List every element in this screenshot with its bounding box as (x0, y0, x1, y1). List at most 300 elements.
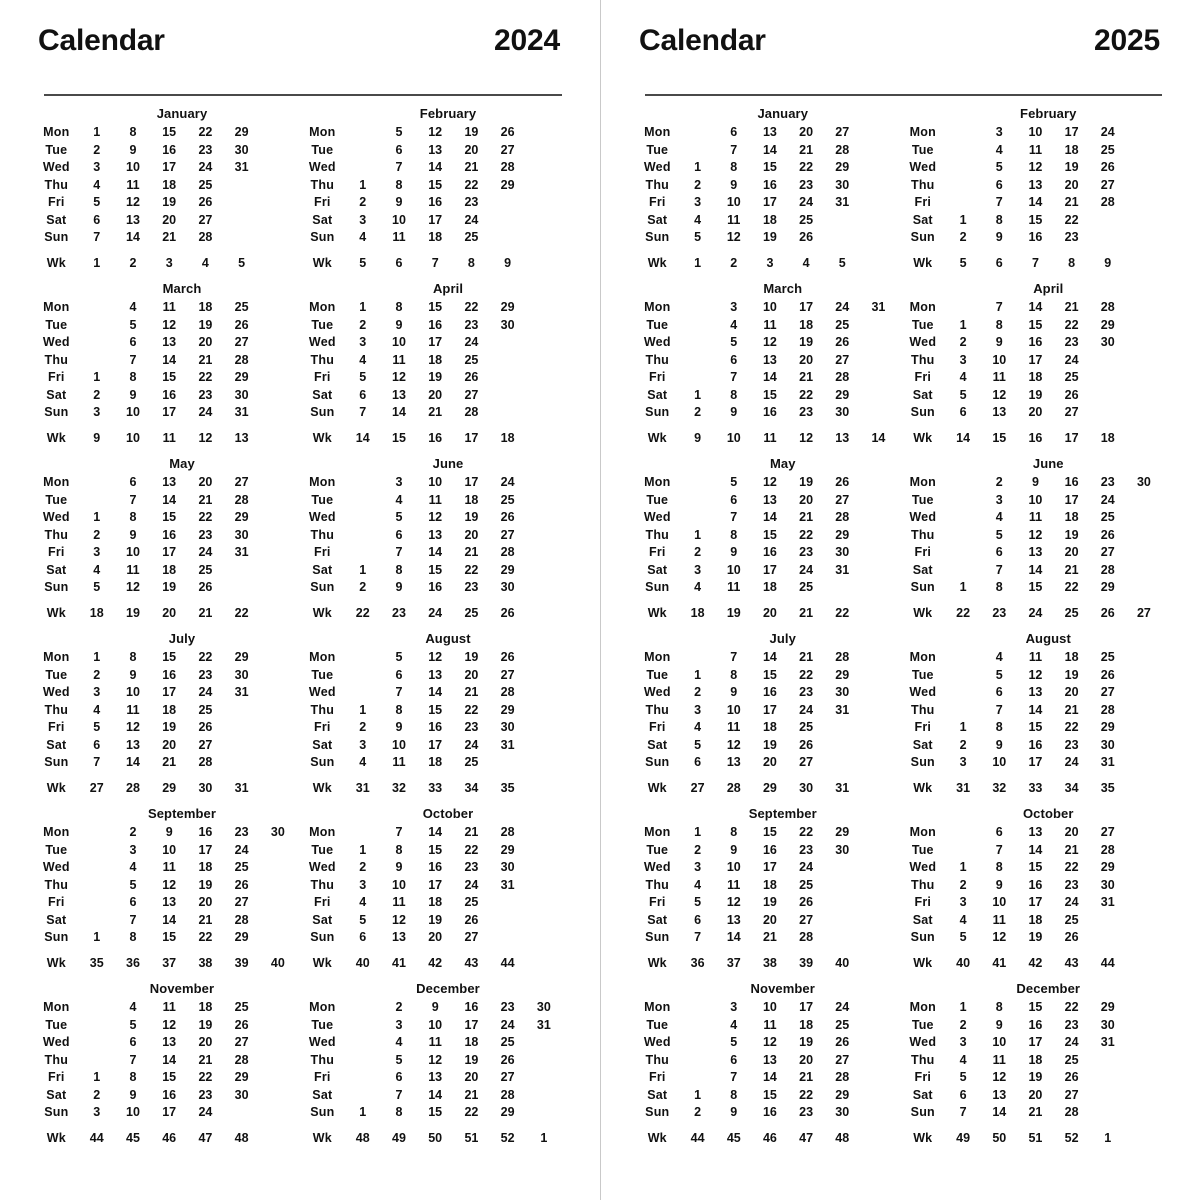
day-row (300, 894, 562, 912)
date-cell (1126, 509, 1162, 527)
date-cell (260, 317, 296, 335)
date-cell: 3 (93, 1105, 101, 1119)
date-cell: 3 (694, 562, 702, 577)
day-row (635, 737, 897, 755)
week-label: Wk (46, 606, 66, 621)
date-cell: 12 (126, 720, 140, 734)
date-cell: 10 (428, 1017, 443, 1032)
date-cell: 11 (392, 895, 406, 909)
day-row (34, 1052, 296, 1070)
day-row (901, 999, 1163, 1017)
date-cell: 10 (392, 335, 406, 349)
day-row (635, 929, 897, 947)
date-cell: 5 (959, 930, 967, 944)
date-cell: 15 (162, 1070, 177, 1084)
date-cell (490, 352, 526, 370)
date-cell: 5 (359, 370, 367, 384)
day-label: Wed (308, 685, 336, 699)
date-cell: 31 (835, 195, 850, 209)
date-cell (1126, 877, 1162, 895)
date-cell (860, 527, 896, 545)
date-cell: 11 (162, 860, 176, 874)
date-cell: 8 (129, 1070, 137, 1084)
date-cell: 29 (500, 702, 515, 717)
date-cell: 30 (835, 685, 850, 699)
day-row (34, 159, 296, 177)
day-row (300, 229, 562, 247)
date-cell: 2 (694, 685, 702, 699)
date-cell: 18 (1028, 1052, 1043, 1067)
date-cell (1090, 912, 1126, 930)
date-cell (824, 212, 860, 230)
date-cell: 22 (464, 177, 479, 192)
day-label: Fri (48, 895, 65, 909)
day-row (34, 229, 296, 247)
date-cell (1126, 649, 1162, 667)
day-label: Sat (46, 562, 67, 577)
date-cell: 1 (93, 370, 101, 384)
date-cell: 18 (428, 895, 443, 909)
date-cell: 4 (694, 212, 702, 227)
date-cell (260, 334, 296, 352)
date-cell (490, 894, 526, 912)
date-cell: 14 (1028, 300, 1043, 314)
date-cell: 29 (234, 650, 249, 664)
date-cell: 15 (762, 825, 777, 839)
day-label: Thu (310, 1052, 335, 1067)
date-cell: 18 (198, 300, 213, 314)
day-row (901, 1104, 1163, 1122)
date-cell: 4 (395, 492, 403, 507)
date-cell (224, 1104, 260, 1122)
day-label: Mon (309, 475, 336, 489)
date-cell (260, 177, 296, 195)
month-name: August (425, 631, 471, 646)
week-number-row (635, 772, 897, 801)
day-row (901, 859, 1163, 877)
date-cell: 30 (1100, 737, 1115, 752)
day-row (901, 352, 1163, 370)
day-row (635, 999, 897, 1017)
date-cell: 14 (428, 825, 443, 839)
date-cell: 13 (762, 492, 777, 507)
day-row (635, 684, 897, 702)
day-label: Sun (645, 755, 670, 769)
date-cell: 2 (129, 825, 137, 839)
date-cell (345, 999, 381, 1017)
day-row (300, 1017, 562, 1035)
date-cell: 2 (93, 387, 101, 402)
date-cell: 26 (1064, 387, 1079, 402)
month-name: February (419, 106, 477, 121)
date-cell: 8 (995, 212, 1003, 227)
date-cell (1126, 842, 1162, 860)
date-cell: 1 (359, 842, 367, 857)
date-cell: 8 (995, 317, 1003, 332)
date-cell: 16 (1028, 737, 1043, 752)
date-cell: 6 (395, 667, 403, 682)
date-cell (824, 737, 860, 755)
date-cell: 22 (464, 842, 479, 857)
week-number-cell: 11 (162, 431, 176, 446)
date-cell (260, 667, 296, 685)
month-name: December (1016, 981, 1081, 996)
day-row (635, 527, 897, 545)
day-row (635, 317, 897, 335)
week-number-cell: 12 (799, 431, 814, 446)
date-cell: 21 (799, 1070, 814, 1084)
date-cell: 7 (995, 702, 1003, 717)
date-cell: 25 (464, 755, 479, 769)
date-cell: 10 (992, 352, 1007, 367)
month-name: March (763, 281, 803, 296)
week-label: Wk (913, 256, 933, 271)
date-cell: 22 (1064, 212, 1079, 227)
date-cell: 5 (959, 387, 967, 402)
week-number-cell: 30 (799, 781, 814, 796)
date-cell: 18 (428, 230, 443, 244)
date-cell: 23 (198, 387, 213, 402)
month-row (635, 456, 1166, 631)
date-cell: 10 (992, 755, 1007, 769)
date-cell (224, 194, 260, 212)
date-cell (860, 842, 896, 860)
date-cell: 19 (1064, 160, 1079, 174)
date-cell: 14 (1028, 195, 1043, 209)
date-cell: 27 (234, 335, 249, 349)
date-cell: 21 (464, 1087, 479, 1102)
date-cell: 18 (162, 702, 177, 717)
date-cell (1126, 1052, 1162, 1070)
date-cell (526, 212, 562, 230)
month-block-april (300, 281, 566, 456)
date-cell (1126, 1087, 1162, 1105)
date-cell: 26 (500, 1052, 515, 1067)
day-row (901, 702, 1163, 720)
date-cell: 30 (835, 545, 850, 559)
date-cell: 29 (1100, 580, 1115, 594)
date-cell: 30 (1100, 877, 1115, 892)
date-cell (526, 177, 562, 195)
date-cell: 25 (835, 317, 850, 332)
date-cell: 1 (694, 160, 702, 174)
date-cell (260, 1087, 296, 1105)
week-number-cell: 6 (395, 256, 403, 271)
day-row (901, 334, 1163, 352)
date-cell: 6 (959, 1087, 967, 1102)
date-cell (680, 999, 716, 1017)
date-cell: 27 (234, 895, 249, 909)
date-cell: 26 (1100, 527, 1115, 542)
date-cell: 2 (359, 580, 367, 594)
date-cell: 3 (730, 300, 738, 314)
date-cell: 31 (871, 300, 886, 314)
date-cell: 29 (500, 177, 515, 192)
date-cell: 19 (198, 1017, 213, 1032)
date-cell: 2 (359, 860, 367, 874)
date-cell: 5 (730, 475, 738, 489)
week-label: Wk (312, 431, 332, 446)
date-cell: 17 (428, 212, 443, 227)
date-cell: 5 (93, 580, 101, 594)
day-row (901, 929, 1163, 947)
month-row (635, 281, 1166, 456)
date-cell: 25 (234, 1000, 249, 1014)
week-number-cell: 50 (992, 1131, 1007, 1146)
date-cell: 5 (129, 1017, 137, 1032)
date-cell (945, 299, 981, 317)
week-number-cell: 1 (540, 1131, 548, 1146)
day-row (300, 387, 562, 405)
date-cell: 15 (762, 1087, 777, 1102)
date-cell: 18 (198, 860, 213, 874)
month-name: May (769, 456, 796, 471)
date-cell: 24 (198, 160, 213, 174)
week-number-cell: 23 (392, 606, 406, 621)
day-row (34, 754, 296, 772)
date-cell: 4 (129, 1000, 137, 1014)
day-row (901, 142, 1163, 160)
week-number-cell (1126, 772, 1162, 801)
day-row (901, 544, 1163, 562)
date-cell: 25 (500, 1035, 515, 1049)
date-cell (860, 142, 896, 160)
week-number-row (34, 247, 296, 276)
week-number-cell: 22 (835, 606, 850, 621)
date-cell: 20 (464, 1070, 479, 1084)
week-number-cell: 17 (464, 431, 479, 446)
day-label: Mon (309, 650, 336, 664)
date-cell: 16 (1028, 230, 1043, 244)
date-cell: 21 (1064, 842, 1079, 857)
date-cell (224, 579, 260, 597)
date-cell: 2 (359, 720, 367, 734)
date-cell: 1 (959, 212, 967, 227)
date-cell: 8 (129, 370, 137, 384)
month-table (300, 299, 562, 451)
date-cell: 2 (395, 1000, 403, 1014)
day-row (901, 317, 1163, 335)
date-cell: 27 (234, 1035, 249, 1049)
date-cell: 22 (1064, 720, 1079, 734)
date-cell (490, 929, 526, 947)
date-cell: 26 (234, 317, 249, 332)
date-cell: 30 (835, 1105, 850, 1119)
date-cell: 12 (762, 335, 777, 349)
date-cell (1090, 1069, 1126, 1087)
date-cell: 28 (1100, 195, 1115, 209)
date-cell (1126, 124, 1162, 142)
date-cell: 29 (234, 370, 249, 384)
date-cell (860, 317, 896, 335)
date-cell: 10 (762, 300, 777, 314)
date-cell: 5 (359, 912, 367, 927)
week-number-cell: 40 (270, 956, 285, 971)
month-block-november (635, 981, 901, 1156)
date-cell: 6 (694, 912, 702, 927)
date-cell: 23 (1100, 475, 1115, 489)
week-number-cell: 24 (1028, 606, 1043, 621)
date-cell: 29 (500, 562, 515, 577)
month-table (901, 999, 1163, 1151)
date-cell: 25 (464, 352, 479, 367)
date-cell: 8 (395, 300, 403, 314)
day-label: Wed (643, 510, 671, 524)
date-cell: 24 (234, 842, 249, 857)
date-cell: 12 (428, 1052, 443, 1067)
date-cell: 19 (799, 335, 814, 349)
month-block-august (901, 631, 1167, 806)
date-cell: 13 (1028, 545, 1043, 559)
date-cell: 7 (995, 300, 1003, 314)
date-cell (526, 894, 562, 912)
date-cell (526, 649, 562, 667)
date-cell: 19 (1028, 387, 1043, 402)
date-cell: 3 (395, 475, 403, 489)
day-label: Sun (44, 755, 69, 769)
day-label: Sun (645, 580, 670, 594)
date-cell: 30 (500, 720, 515, 734)
date-cell: 16 (428, 720, 443, 734)
date-cell (345, 159, 381, 177)
date-cell (526, 124, 562, 142)
date-cell: 18 (464, 1035, 479, 1049)
date-cell (345, 492, 381, 510)
day-row (635, 859, 897, 877)
month-row (34, 806, 566, 981)
date-cell (345, 1087, 381, 1105)
date-cell (1126, 894, 1162, 912)
day-label: Wed (643, 685, 671, 699)
date-cell: 7 (395, 1087, 403, 1102)
date-cell: 9 (129, 387, 137, 402)
day-row (34, 824, 296, 842)
week-number-cell: 22 (956, 606, 971, 621)
date-cell: 11 (727, 212, 741, 227)
month-row (635, 806, 1166, 981)
date-cell: 4 (359, 895, 367, 909)
day-row (635, 702, 897, 720)
date-cell: 12 (126, 195, 140, 209)
date-cell (945, 684, 981, 702)
date-cell: 15 (428, 842, 443, 857)
date-cell (526, 1052, 562, 1070)
date-cell (1090, 352, 1126, 370)
date-cell: 25 (500, 492, 515, 507)
date-cell: 4 (129, 860, 137, 874)
date-cell (260, 579, 296, 597)
date-cell: 26 (198, 580, 213, 594)
date-cell (860, 404, 896, 422)
date-cell: 26 (1064, 1070, 1079, 1084)
date-cell: 15 (762, 160, 777, 174)
day-row (300, 824, 562, 842)
day-label: Fri (48, 195, 65, 209)
week-number-cell (1126, 1122, 1162, 1151)
day-row (901, 1069, 1163, 1087)
date-cell (526, 842, 562, 860)
week-number-cell: 22 (234, 606, 249, 621)
date-cell (860, 719, 896, 737)
week-number-cell (1126, 947, 1162, 976)
date-cell (260, 124, 296, 142)
day-row (34, 1034, 296, 1052)
day-label: Mon (644, 300, 671, 314)
date-cell: 30 (234, 387, 249, 402)
month-name: April (1033, 281, 1064, 296)
date-cell: 22 (464, 1105, 479, 1119)
page-header (635, 26, 1166, 78)
day-row (300, 719, 562, 737)
date-cell (824, 229, 860, 247)
week-number-cell: 22 (355, 606, 370, 621)
date-cell (945, 474, 981, 492)
day-label: Sat (647, 562, 668, 577)
month-block-march (635, 281, 901, 456)
date-cell (345, 667, 381, 685)
day-label: Thu (911, 877, 935, 892)
week-number-row (300, 1122, 562, 1151)
date-cell: 16 (162, 667, 177, 682)
date-cell: 21 (1064, 702, 1079, 717)
date-cell (79, 842, 115, 860)
date-cell: 21 (1028, 1105, 1043, 1119)
date-cell: 3 (694, 702, 702, 717)
date-cell: 9 (395, 580, 403, 594)
date-cell: 23 (464, 860, 479, 874)
date-cell: 22 (1064, 580, 1079, 594)
date-cell: 4 (995, 142, 1003, 157)
day-label: Fri (314, 545, 331, 559)
date-cell: 6 (93, 737, 101, 752)
month-table (901, 649, 1163, 801)
date-cell (526, 509, 562, 527)
date-cell: 21 (162, 230, 177, 244)
date-cell: 16 (762, 685, 777, 699)
day-label: Tue (646, 842, 669, 857)
date-cell: 11 (126, 562, 140, 577)
day-row (901, 912, 1163, 930)
date-cell: 26 (234, 877, 249, 892)
date-cell: 17 (198, 842, 213, 857)
date-cell: 11 (1028, 142, 1043, 157)
day-row (635, 842, 897, 860)
date-cell: 15 (162, 650, 177, 664)
day-label: Sun (310, 580, 335, 594)
week-number-cell (1126, 247, 1162, 276)
week-number-cell: 42 (428, 956, 443, 971)
date-cell: 14 (1028, 842, 1043, 857)
date-cell (680, 317, 716, 335)
day-label: Sun (310, 755, 335, 769)
week-number-row (635, 597, 897, 626)
date-cell: 15 (1028, 720, 1043, 734)
week-number-row (300, 947, 562, 976)
date-cell: 30 (234, 1087, 249, 1102)
date-cell (526, 317, 562, 335)
date-cell: 15 (162, 125, 177, 139)
date-cell (860, 877, 896, 895)
date-cell: 31 (500, 737, 515, 752)
date-cell: 4 (959, 912, 967, 927)
date-cell (860, 754, 896, 772)
date-cell: 17 (1064, 492, 1079, 507)
date-cell: 21 (799, 370, 814, 384)
month-block-july (635, 631, 901, 806)
date-cell: 9 (129, 142, 137, 157)
day-label: Wed (308, 510, 336, 524)
date-cell (824, 859, 860, 877)
